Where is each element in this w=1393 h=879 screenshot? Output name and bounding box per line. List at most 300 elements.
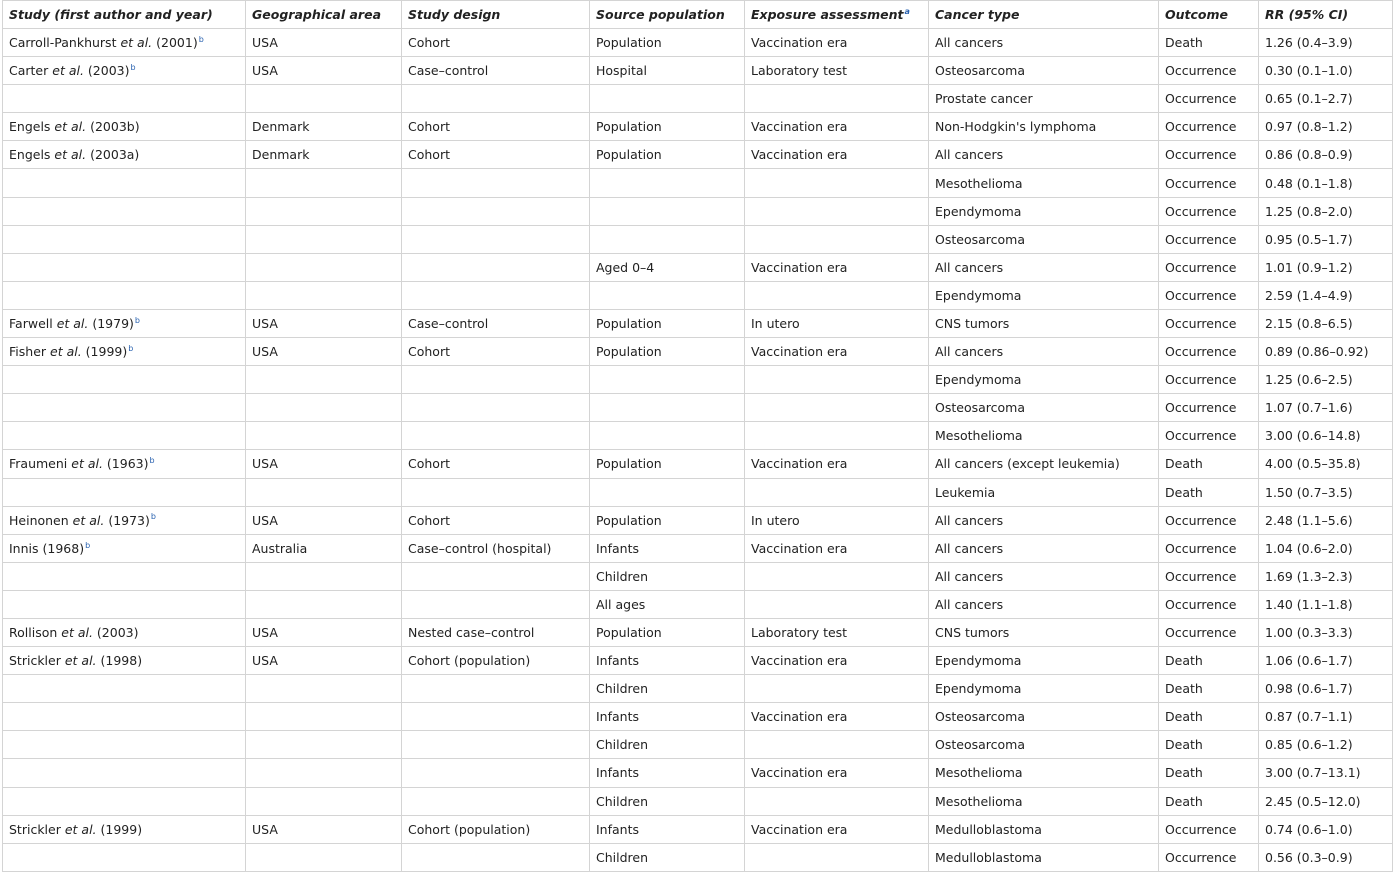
design-cell [402, 562, 590, 590]
outcome-cell: Death [1159, 731, 1259, 759]
rr-cell: 1.00 (0.3–3.3) [1259, 618, 1393, 646]
exposure-cell: Vaccination era [745, 815, 929, 843]
study-etal: et al. [52, 63, 84, 79]
table-row [3, 731, 1393, 759]
study-cell [3, 618, 246, 646]
cancer-type-cell: All cancers [929, 141, 1159, 169]
area-cell [246, 225, 402, 253]
design-cell: Case–control (hospital) [402, 534, 590, 562]
cancer-type-cell: Ependymoma [929, 366, 1159, 394]
exposure-cell: Laboratory test [745, 57, 929, 85]
exposure-cell: In utero [745, 309, 929, 337]
area-cell [246, 85, 402, 113]
exposure-cell [745, 394, 929, 422]
study-year: (1973) [108, 512, 150, 528]
rr-cell: 0.95 (0.5–1.7) [1259, 225, 1393, 253]
rr-cell: 2.48 (1.1–5.6) [1259, 506, 1393, 534]
exposure-cell: Vaccination era [745, 338, 929, 366]
exposure-cell [745, 590, 929, 618]
design-cell [402, 225, 590, 253]
study-cell [3, 450, 246, 478]
study-etal: et al. [54, 119, 87, 135]
cancer-type-cell: Ependymoma [929, 675, 1159, 703]
area-cell [246, 366, 402, 394]
area-cell: USA [246, 815, 402, 843]
header-source: Source population [590, 1, 745, 29]
table-row [3, 534, 1393, 562]
area-cell [246, 703, 402, 731]
exposure-cell: Vaccination era [745, 647, 929, 675]
design-cell [402, 478, 590, 506]
design-cell [402, 703, 590, 731]
outcome-cell: Occurrence [1159, 141, 1259, 169]
rr-cell: 0.85 (0.6–1.2) [1259, 731, 1393, 759]
table-row [3, 253, 1393, 281]
study-cell [3, 169, 246, 197]
rr-cell: 0.87 (0.7–1.1) [1259, 703, 1393, 731]
cancer-type-cell: Mesothelioma [929, 787, 1159, 815]
area-cell [246, 731, 402, 759]
study-cell [3, 534, 246, 562]
table-row [3, 675, 1393, 703]
area-cell: USA [246, 647, 402, 675]
cancer-type-cell: Osteosarcoma [929, 394, 1159, 422]
study-author: Carroll-Pankhurst [9, 35, 117, 51]
outcome-cell: Occurrence [1159, 815, 1259, 843]
source-cell: Children [590, 675, 745, 703]
area-cell [246, 197, 402, 225]
outcome-cell: Death [1159, 703, 1259, 731]
study-year: (1999) [85, 344, 128, 360]
study-year: (2003) [87, 63, 130, 79]
source-cell: Children [590, 787, 745, 815]
study-cell [3, 675, 246, 703]
table-row [3, 815, 1393, 843]
area-cell: Denmark [246, 141, 402, 169]
cancer-type-cell: Mesothelioma [929, 759, 1159, 787]
design-cell [402, 590, 590, 618]
table-header [3, 1, 1393, 29]
outcome-cell: Occurrence [1159, 253, 1259, 281]
outcome-cell: Occurrence [1159, 843, 1259, 871]
study-year: (2003b) [90, 119, 140, 135]
footnote-marker[interactable]: b [150, 512, 156, 522]
footnote-marker[interactable]: a [904, 6, 910, 16]
cancer-type-cell: Ependymoma [929, 647, 1159, 675]
study-year: (1963) [106, 456, 149, 472]
outcome-cell: Occurrence [1159, 590, 1259, 618]
header-exposure: Exposure assessment$^a$ [745, 1, 929, 29]
study-author: Farwell [9, 315, 53, 331]
cancer-type-cell: Osteosarcoma [929, 731, 1159, 759]
area-cell [246, 843, 402, 871]
cancer-type-cell: CNS tumors [929, 618, 1159, 646]
exposure-cell [745, 843, 929, 871]
area-cell: USA [246, 450, 402, 478]
table-row [3, 647, 1393, 675]
study-author: Fraumeni [9, 456, 68, 472]
study-etal: et al. [54, 147, 87, 163]
cancer-type-cell: All cancers [929, 534, 1159, 562]
study-author: Fisher [9, 344, 47, 360]
study-year: (1979) [92, 315, 134, 331]
outcome-cell: Occurrence [1159, 85, 1259, 113]
exposure-cell: Vaccination era [745, 534, 929, 562]
study-etal: et al. [61, 625, 93, 641]
study-cell [3, 478, 246, 506]
study-etal: et al. [64, 653, 97, 669]
design-cell [402, 422, 590, 450]
outcome-cell: Death [1159, 759, 1259, 787]
table-row [3, 281, 1393, 309]
rr-cell: 1.69 (1.3–2.3) [1259, 562, 1393, 590]
cancer-type-cell: Ependymoma [929, 281, 1159, 309]
table-row [3, 141, 1393, 169]
source-cell: Population [590, 338, 745, 366]
header-study: Study (first author and year) [3, 1, 246, 29]
rr-cell: 0.86 (0.8–0.9) [1259, 141, 1393, 169]
rr-cell: 1.06 (0.6–1.7) [1259, 647, 1393, 675]
outcome-cell: Death [1159, 478, 1259, 506]
footnote-marker[interactable]: b [130, 62, 136, 72]
area-cell [246, 169, 402, 197]
header-rr: RR (95% CI) [1259, 1, 1393, 29]
study-year: (1998) [100, 653, 143, 669]
study-cell [3, 309, 246, 337]
study-year: (2003a) [90, 147, 140, 163]
cancer-type-cell: Osteosarcoma [929, 225, 1159, 253]
rr-cell: 1.07 (0.7–1.6) [1259, 394, 1393, 422]
study-cell [3, 281, 246, 309]
cancer-type-cell: Ependymoma [929, 197, 1159, 225]
exposure-cell: Vaccination era [745, 113, 929, 141]
design-cell [402, 366, 590, 394]
rr-cell: 1.04 (0.6–2.0) [1259, 534, 1393, 562]
outcome-cell: Occurrence [1159, 618, 1259, 646]
cancer-type-cell: All cancers [929, 562, 1159, 590]
outcome-cell: Occurrence [1159, 57, 1259, 85]
exposure-cell [745, 562, 929, 590]
study-author: Engels [9, 119, 51, 135]
rr-cell: 0.65 (0.1–2.7) [1259, 85, 1393, 113]
source-cell [590, 422, 745, 450]
study-cell [3, 787, 246, 815]
source-cell: Aged 0–4 [590, 253, 745, 281]
source-cell [590, 366, 745, 394]
cancer-type-cell: All cancers [929, 506, 1159, 534]
table-row [3, 759, 1393, 787]
design-cell [402, 731, 590, 759]
study-cell [3, 562, 246, 590]
source-cell: Hospital [590, 57, 745, 85]
study-cell [3, 703, 246, 731]
area-cell: USA [246, 309, 402, 337]
exposure-cell [745, 281, 929, 309]
exposure-cell [745, 787, 929, 815]
outcome-cell: Occurrence [1159, 534, 1259, 562]
design-cell: Case–control [402, 309, 590, 337]
cancer-type-cell: Medulloblastoma [929, 843, 1159, 871]
exposure-cell [745, 675, 929, 703]
rr-cell: 1.25 (0.6–2.5) [1259, 366, 1393, 394]
study-author: Rollison [9, 625, 58, 641]
exposure-cell: Vaccination era [745, 450, 929, 478]
source-cell: Infants [590, 815, 745, 843]
study-cell [3, 506, 246, 534]
study-author: Engels [9, 147, 51, 163]
study-etal: et al. [50, 344, 82, 360]
design-cell [402, 759, 590, 787]
exposure-cell [745, 169, 929, 197]
study-cell [3, 29, 246, 57]
study-cell [3, 225, 246, 253]
area-cell [246, 787, 402, 815]
study-year: (2003) [96, 625, 139, 641]
design-cell: Nested case–control [402, 618, 590, 646]
outcome-cell: Occurrence [1159, 506, 1259, 534]
rr-cell: 1.25 (0.8–2.0) [1259, 197, 1393, 225]
area-cell: USA [246, 57, 402, 85]
outcome-cell: Occurrence [1159, 394, 1259, 422]
table-row [3, 618, 1393, 646]
exposure-cell [745, 478, 929, 506]
cancer-type-cell: All cancers [929, 338, 1159, 366]
table-row [3, 422, 1393, 450]
area-cell [246, 562, 402, 590]
exposure-cell [745, 85, 929, 113]
design-cell [402, 85, 590, 113]
design-cell [402, 843, 590, 871]
cancer-type-cell: Leukemia [929, 478, 1159, 506]
study-cell [3, 366, 246, 394]
source-cell: Infants [590, 759, 745, 787]
table-row [3, 29, 1393, 57]
source-cell: Population [590, 309, 745, 337]
study-cell [3, 422, 246, 450]
rr-cell: 2.59 (1.4–4.9) [1259, 281, 1393, 309]
rr-cell: 2.15 (0.8–6.5) [1259, 309, 1393, 337]
study-etal: et al. [64, 821, 97, 837]
design-cell [402, 394, 590, 422]
source-cell [590, 85, 745, 113]
table-row [3, 169, 1393, 197]
table-row [3, 57, 1393, 85]
outcome-cell: Death [1159, 450, 1259, 478]
table-row [3, 366, 1393, 394]
study-cell [3, 731, 246, 759]
source-cell: Infants [590, 534, 745, 562]
area-cell: Australia [246, 534, 402, 562]
exposure-cell [745, 225, 929, 253]
header-outcome: Outcome [1159, 1, 1259, 29]
cancer-type-cell: Non-Hodgkin's lymphoma [929, 113, 1159, 141]
outcome-cell: Occurrence [1159, 113, 1259, 141]
area-cell: Denmark [246, 113, 402, 141]
rr-cell: 0.89 (0.86–0.92) [1259, 338, 1393, 366]
study-author: Carter [9, 63, 49, 79]
table-row [3, 703, 1393, 731]
design-cell [402, 281, 590, 309]
source-cell [590, 281, 745, 309]
rr-cell: 3.00 (0.6–14.8) [1259, 422, 1393, 450]
source-cell [590, 169, 745, 197]
area-cell: USA [246, 338, 402, 366]
study-cell [3, 113, 246, 141]
exposure-cell: In utero [745, 506, 929, 534]
outcome-cell: Death [1159, 29, 1259, 57]
rr-cell: 0.74 (0.6–1.0) [1259, 815, 1393, 843]
study-cell [3, 141, 246, 169]
source-cell [590, 197, 745, 225]
source-cell: Population [590, 113, 745, 141]
rr-cell: 0.97 (0.8–1.2) [1259, 113, 1393, 141]
cancer-type-cell: All cancers [929, 590, 1159, 618]
design-cell: Cohort [402, 113, 590, 141]
study-cell [3, 590, 246, 618]
header-cancer: Cancer type [929, 1, 1159, 29]
table-row [3, 787, 1393, 815]
source-cell: Population [590, 450, 745, 478]
exposure-cell: Vaccination era [745, 141, 929, 169]
design-cell: Cohort [402, 450, 590, 478]
cancer-type-cell: Osteosarcoma [929, 57, 1159, 85]
outcome-cell: Occurrence [1159, 366, 1259, 394]
cancer-type-cell: CNS tumors [929, 309, 1159, 337]
table-row [3, 478, 1393, 506]
rr-cell: 0.30 (0.1–1.0) [1259, 57, 1393, 85]
footnote-marker[interactable]: b [149, 456, 155, 466]
exposure-cell [745, 366, 929, 394]
source-cell: All ages [590, 590, 745, 618]
rr-cell: 1.50 (0.7–3.5) [1259, 478, 1393, 506]
area-cell [246, 253, 402, 281]
footnote-marker[interactable]: b [128, 343, 134, 353]
outcome-cell: Death [1159, 647, 1259, 675]
footnote-marker[interactable]: b [85, 540, 91, 550]
exposure-cell [745, 197, 929, 225]
outcome-cell: Occurrence [1159, 197, 1259, 225]
header-area: Geographical area [246, 1, 402, 29]
cancer-type-cell: Medulloblastoma [929, 815, 1159, 843]
study-cell [3, 85, 246, 113]
source-cell: Children [590, 843, 745, 871]
study-etal: et al. [72, 512, 105, 528]
source-cell: Population [590, 506, 745, 534]
source-cell: Population [590, 141, 745, 169]
rr-cell: 4.00 (0.5–35.8) [1259, 450, 1393, 478]
cancer-type-cell: Mesothelioma [929, 169, 1159, 197]
design-cell [402, 787, 590, 815]
source-cell [590, 478, 745, 506]
source-cell [590, 394, 745, 422]
table-row [3, 843, 1393, 871]
exposure-cell: Vaccination era [745, 253, 929, 281]
area-cell [246, 478, 402, 506]
table-row [3, 338, 1393, 366]
outcome-cell: Occurrence [1159, 309, 1259, 337]
design-cell: Case–control [402, 57, 590, 85]
header-row [3, 1, 1393, 29]
area-cell: USA [246, 506, 402, 534]
table-row [3, 590, 1393, 618]
design-cell: Cohort [402, 506, 590, 534]
table-row [3, 562, 1393, 590]
table-row [3, 394, 1393, 422]
cancer-type-cell: Mesothelioma [929, 422, 1159, 450]
outcome-cell: Occurrence [1159, 338, 1259, 366]
table-row [3, 113, 1393, 141]
study-etal: et al. [71, 456, 103, 472]
exposure-cell [745, 422, 929, 450]
area-cell [246, 675, 402, 703]
rr-cell: 2.45 (0.5–12.0) [1259, 787, 1393, 815]
source-cell: Infants [590, 647, 745, 675]
study-cell [3, 759, 246, 787]
exposure-cell: Laboratory test [745, 618, 929, 646]
source-cell: Population [590, 29, 745, 57]
rr-cell: 0.98 (0.6–1.7) [1259, 675, 1393, 703]
source-cell: Population [590, 618, 745, 646]
cancer-type-cell: Prostate cancer [929, 85, 1159, 113]
outcome-cell: Death [1159, 675, 1259, 703]
study-year: (1999) [100, 821, 143, 837]
design-cell: Cohort [402, 141, 590, 169]
study-cell [3, 815, 246, 843]
design-cell: Cohort (population) [402, 815, 590, 843]
cancer-type-cell: All cancers [929, 29, 1159, 57]
cancer-type-cell: All cancers [929, 253, 1159, 281]
exposure-cell: Vaccination era [745, 759, 929, 787]
rr-cell: 3.00 (0.7–13.1) [1259, 759, 1393, 787]
study-etal: et al. [56, 315, 89, 331]
rr-cell: 1.40 (1.1–1.8) [1259, 590, 1393, 618]
study-cell [3, 647, 246, 675]
area-cell [246, 590, 402, 618]
outcome-cell: Occurrence [1159, 169, 1259, 197]
footnote-marker[interactable]: b [198, 34, 204, 44]
study-author: Innis [9, 540, 39, 556]
area-cell: USA [246, 29, 402, 57]
table-body [3, 29, 1393, 872]
design-cell: Cohort [402, 29, 590, 57]
outcome-cell: Occurrence [1159, 225, 1259, 253]
exposure-cell [745, 731, 929, 759]
source-cell: Children [590, 731, 745, 759]
exposure-cell: Vaccination era [745, 29, 929, 57]
study-author: Strickler [9, 653, 61, 669]
exposure-cell: Vaccination era [745, 703, 929, 731]
table-row [3, 225, 1393, 253]
study-cell [3, 338, 246, 366]
study-author: Strickler [9, 821, 61, 837]
design-cell [402, 675, 590, 703]
outcome-cell: Occurrence [1159, 281, 1259, 309]
outcome-cell: Death [1159, 787, 1259, 815]
study-etal: et al. [120, 35, 153, 51]
area-cell [246, 422, 402, 450]
table-row [3, 506, 1393, 534]
footnote-marker[interactable]: b [134, 315, 140, 325]
study-author: Heinonen [9, 512, 69, 528]
cancer-type-cell: All cancers (except leukemia) [929, 450, 1159, 478]
study-cell [3, 197, 246, 225]
design-cell: Cohort [402, 338, 590, 366]
design-cell [402, 197, 590, 225]
source-cell [590, 225, 745, 253]
study-year: (2001) [156, 35, 198, 51]
studies-table [2, 0, 1393, 872]
rr-cell: 1.01 (0.9–1.2) [1259, 253, 1393, 281]
